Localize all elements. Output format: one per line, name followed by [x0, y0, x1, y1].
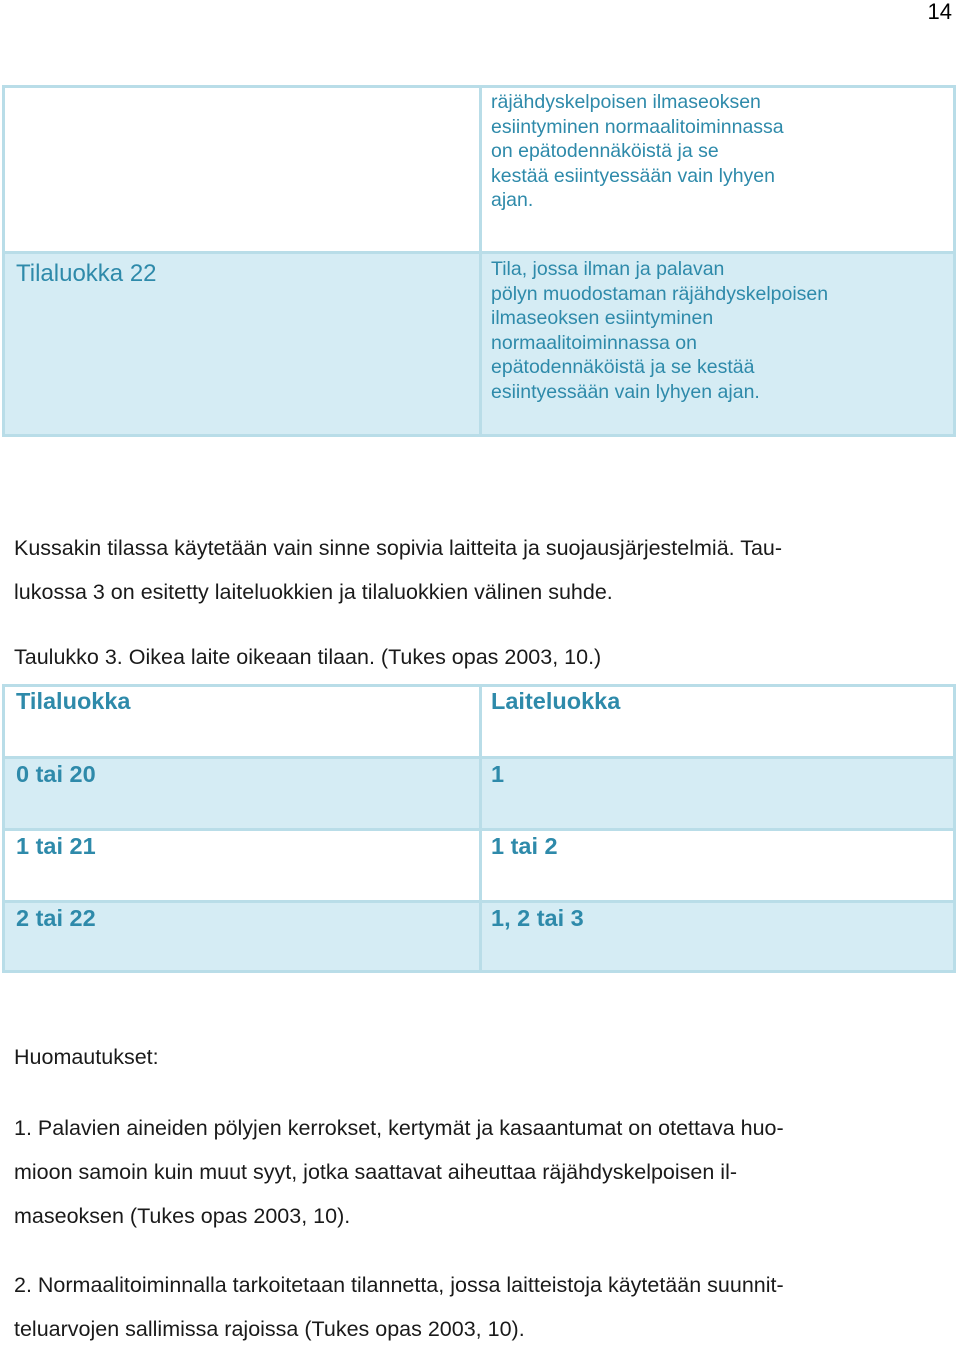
table-cell: 2 tai 22 — [16, 905, 96, 931]
description-line: normaalitoiminnassa on — [491, 331, 697, 354]
column-divider — [479, 687, 482, 759]
description-line: Tila, jossa ilman ja palavan — [491, 258, 725, 280]
paragraph-line: Kussakin tilassa käytetään vain sinne sopivia laitteita ja suojausjärjestelmiä. Tau- — [14, 536, 783, 560]
column-divider — [479, 88, 482, 251]
notes-title: Huomautukset: — [14, 1045, 159, 1069]
note-line: mioon samoin kuin muut syyt, jotka saattavat aiheuttaa räjähdyskelpoisen il- — [14, 1160, 738, 1184]
note-line: 1. Palavien aineiden pölyjen kerrokset, kertymät ja kasaantumat on otettava huo- — [14, 1116, 784, 1140]
description-line: on epätodennäköistä ja se — [491, 140, 719, 163]
table-caption: Taulukko 3. Oikea laite oikeaan tilaan. (Tukes opas 2003, 10.) — [14, 645, 602, 669]
note-line: 2. Normaalitoiminnalla tarkoitetaan tilannetta, jossa laitteistoja käytetään suunnit- — [14, 1273, 784, 1297]
zone-label: Tilaluokka 22 — [16, 260, 157, 287]
description-line: räjähdyskelpoisen ilmaseoksen — [491, 91, 761, 113]
description-line: ilmaseoksen esiintyminen — [491, 307, 714, 330]
column-divider — [479, 831, 482, 900]
table-cell: 1, 2 tai 3 — [491, 905, 584, 931]
category-table — [2, 684, 956, 973]
description-line: kestää esiintyessään vain lyhyen — [491, 164, 775, 187]
zone-class-table — [2, 85, 956, 437]
description-line: esiintyessään vain lyhyen ajan. — [491, 380, 760, 403]
description-line: epätodennäköistä ja se kestää — [491, 356, 755, 379]
table-cell: 0 tai 20 — [16, 761, 96, 787]
table-cell: 1 tai 2 — [491, 833, 558, 859]
zone-description — [491, 257, 871, 405]
description-line: ajan. — [491, 189, 534, 212]
zone-table-row — [5, 88, 953, 251]
header-cell-equipment-class: Laiteluokka — [491, 688, 621, 714]
column-divider — [479, 254, 482, 434]
table-cell: 1 — [491, 761, 505, 787]
zone-description — [491, 90, 871, 213]
zone-table-row — [5, 251, 953, 434]
table-cell: 1 tai 21 — [16, 833, 96, 859]
page-number: 14 — [927, 0, 952, 24]
note-line: teluarvojen sallimissa rajoissa (Tukes opas 2003, 10). — [14, 1317, 525, 1341]
table-row — [5, 756, 953, 828]
header-cell-zone-class: Tilaluokka — [16, 688, 131, 714]
column-divider — [479, 903, 482, 970]
paragraph-line: lukossa 3 on esitetty laiteluokkien ja tilaluokkien välinen suhde. — [14, 580, 613, 604]
intro-paragraph — [14, 526, 950, 614]
table-row — [5, 828, 953, 900]
description-line: esiintyminen normaalitoiminnassa — [491, 115, 784, 138]
note-item — [14, 1106, 950, 1238]
table-row — [5, 900, 953, 970]
column-divider — [479, 759, 482, 828]
note-line: maseoksen (Tukes opas 2003, 10). — [14, 1204, 351, 1228]
table-header-row — [5, 687, 953, 759]
note-item — [14, 1263, 950, 1351]
description-line: pölyn muodostaman räjähdyskelpoisen — [491, 282, 829, 305]
